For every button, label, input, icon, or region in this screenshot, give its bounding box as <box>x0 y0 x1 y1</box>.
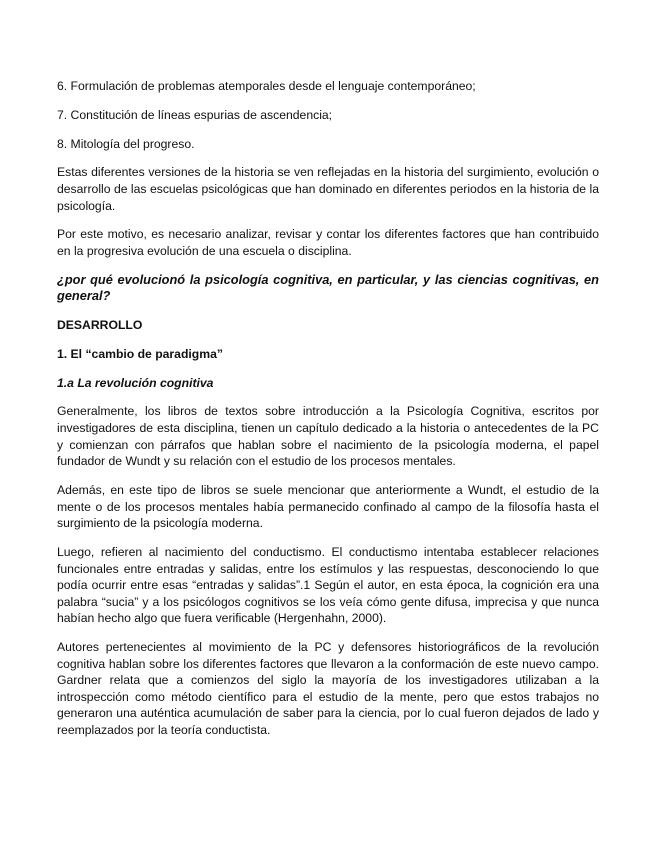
subsection-heading: 1. El “cambio de paradigma” <box>57 346 223 361</box>
paragraph: Generalmente, los libros de textos sobre introducción a la Psicología Cognitiva, escritos por investigadores de esta disciplina, tienen un capítulo dedicado a la historia o antecedentes de la PC y comienzan con párrafos que hablan sobre el nacimiento de la psicología moderna, el papel fundador de Wundt y su relación con el estudio de los procesos mentales. <box>57 404 599 469</box>
list-item: 6. Formulación de problemas atemporales desde el lenguaje contemporáneo; <box>57 79 476 93</box>
section-heading: DESARROLLO <box>57 318 143 333</box>
document-page <box>57 78 599 751</box>
paragraph: Por este motivo, es necesario analizar, revisar y contar los diferentes factores que han contribuido en la progresiva evolución de una escuela o disciplina. <box>57 227 599 258</box>
list-item: 8. Mitología del progreso. <box>57 136 195 151</box>
paragraph: Autores pertenecientes al movimiento de la PC y defensores historiográficos de la revolución cognitiva hablan sobre los diferentes factores que llevaron a la conformación de este nuevo campo. Gardner relata que a comienzos del siglo la mayoría de los investigadores utilizaban a la introspección como método científico para el estudio de la mente, pero que estos trabajos no generaron una auténtica acumulación de saber para la ciencia, por lo cual fueron dejados de lado y reemplazados por la teoría conductista. <box>57 640 599 738</box>
list-item: 7. Constitución de líneas espurias de ascendencia; <box>57 107 333 122</box>
paragraph: Estas diferentes versiones de la historia se ven reflejadas en la historia del surgimiento, evolución o desarrollo de las escuelas psicológicas que han dominado en diferentes periodos en la historia de la psicología. <box>57 165 599 213</box>
paragraph: Luego, refieren al nacimiento del conductismo. El conductismo intentaba establecer relaciones funcionales entre entradas y salidas, entre los estímulos y las respuestas, desconociendo lo que podía ocurrir entre esas “entradas y salidas”.1 Según el autor, en esta época, la cognición era una palabra “sucia” y a los psicólogos cognitivos se los veía cómo gente difusa, imprecisa y que nunca habían hecho algo que fuera verificable (Hergenhahn, 2000). <box>57 544 599 626</box>
paragraph: Además, en este tipo de libros se suele mencionar que anteriormente a Wundt, el estudio de la mente o de los procesos mentales había permanecido confinado al campo de la filosofía hasta el surgimiento de la psicología moderna. <box>57 482 599 531</box>
subsubsection-heading: 1.a La revolución cognitiva <box>57 375 214 390</box>
question-heading: ¿por qué evolucionó la psicología cognitiva, en particular, y las ciencias cognitivas, en general? <box>57 271 599 304</box>
